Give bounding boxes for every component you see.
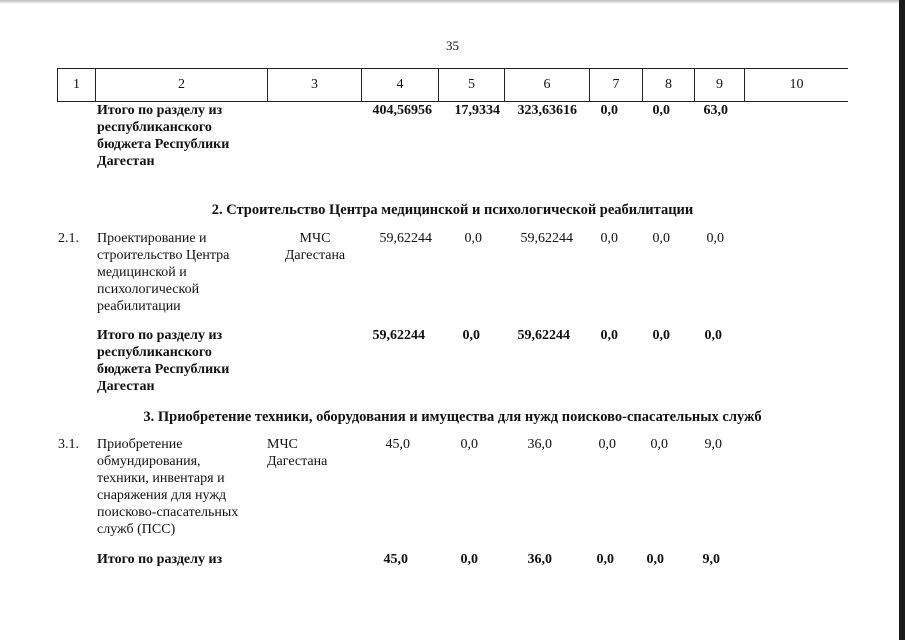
value-col-6: 36,0 bbox=[527, 437, 552, 452]
header-col-4: 4 bbox=[362, 69, 439, 101]
row-name-line: психологической bbox=[97, 282, 200, 297]
header-col-6: 6 bbox=[505, 69, 590, 101]
value-col-7: 0,0 bbox=[600, 328, 618, 343]
value-col-6: 323,63616 bbox=[517, 103, 577, 118]
row-name-line: строительство Центра bbox=[97, 248, 230, 263]
value-col-9: 9,0 bbox=[704, 437, 722, 452]
value-col-8: 0,0 bbox=[652, 231, 670, 246]
total-label-line: Итого по разделу из bbox=[97, 328, 223, 343]
total-label-line: республиканского bbox=[97, 345, 212, 360]
row-executor-line: Дагестана bbox=[284, 248, 346, 263]
table-header-row bbox=[57, 68, 848, 102]
scan-right-edge bbox=[899, 0, 905, 640]
total-label-line: республиканского bbox=[97, 120, 212, 135]
value-col-9: 0,0 bbox=[706, 231, 724, 246]
value-col-4: 59,62244 bbox=[379, 231, 432, 246]
value-col-8: 0,0 bbox=[650, 437, 668, 452]
value-col-8: 0,0 bbox=[652, 328, 670, 343]
value-col-9: 0,0 bbox=[704, 328, 722, 343]
section-2-title: 2. Строительство Центра медицинской и психологической реабилитации bbox=[211, 202, 694, 218]
value-col-4: 59,62244 bbox=[372, 328, 425, 343]
header-col-3: 3 bbox=[268, 69, 362, 101]
value-col-6: 36,0 bbox=[527, 552, 552, 567]
header-col-2: 2 bbox=[96, 69, 268, 101]
row-name-line: снаряжения для нужд bbox=[97, 488, 227, 503]
row-name-line: Проектирование и bbox=[97, 231, 207, 246]
value-col-4: 45,0 bbox=[385, 437, 410, 452]
value-col-7: 0,0 bbox=[600, 231, 618, 246]
row-name-line: техники, инвентаря и bbox=[97, 471, 225, 486]
value-col-5: 0,0 bbox=[460, 552, 478, 567]
value-col-9: 63,0 bbox=[703, 103, 728, 118]
row-name-line: служб (ПСС) bbox=[97, 522, 176, 537]
value-col-8: 0,0 bbox=[646, 552, 664, 567]
row-executor-line: МЧС bbox=[267, 437, 298, 452]
value-col-6: 59,62244 bbox=[517, 328, 570, 343]
value-col-7: 0,0 bbox=[596, 552, 614, 567]
total-label-line: Итого по разделу из bbox=[97, 103, 223, 118]
row-number: 2.1. bbox=[58, 231, 79, 246]
value-col-6: 59,62244 bbox=[520, 231, 573, 246]
header-col-7: 7 bbox=[590, 69, 643, 101]
total-label-line: Итого по разделу из bbox=[97, 552, 223, 567]
value-col-4: 45,0 bbox=[383, 552, 408, 567]
row-executor-line: МЧС bbox=[299, 231, 331, 246]
value-col-5: 0,0 bbox=[460, 437, 478, 452]
page-number: 35 bbox=[446, 38, 459, 53]
header-col-8: 8 bbox=[643, 69, 695, 101]
header-col-10: 10 bbox=[789, 77, 804, 92]
row-name-line: поисково-спасательных bbox=[97, 505, 239, 520]
value-col-5: 17,9334 bbox=[454, 103, 500, 118]
row-executor-line: Дагестана bbox=[267, 454, 328, 469]
value-col-5: 0,0 bbox=[462, 328, 480, 343]
header-col-1: 1 bbox=[57, 69, 96, 101]
value-col-4: 404,56956 bbox=[372, 103, 432, 118]
value-col-7: 0,0 bbox=[600, 103, 618, 118]
row-name-line: Приобретение bbox=[97, 437, 183, 452]
total-label-line: Дагестан bbox=[97, 154, 155, 169]
row-number: 3.1. bbox=[58, 437, 79, 452]
total-label-line: бюджета Республики bbox=[97, 137, 230, 152]
row-name-line: обмундирования, bbox=[97, 454, 201, 469]
header-col-5: 5 bbox=[439, 69, 505, 101]
value-col-7: 0,0 bbox=[598, 437, 616, 452]
value-col-9: 9,0 bbox=[702, 552, 720, 567]
value-col-8: 0,0 bbox=[652, 103, 670, 118]
header-col-9: 9 bbox=[695, 69, 745, 101]
total-label-line: бюджета Республики bbox=[97, 362, 230, 377]
scan-top-edge bbox=[0, 0, 905, 4]
total-label-line: Дагестан bbox=[97, 379, 155, 394]
row-name-line: медицинской и bbox=[97, 265, 187, 280]
section-3-title: 3. Приобретение техники, оборудования и имущества для нужд поисково-спасательных служб bbox=[143, 409, 762, 425]
value-col-5: 0,0 bbox=[464, 231, 482, 246]
row-name-line: реабилитации bbox=[97, 299, 181, 314]
